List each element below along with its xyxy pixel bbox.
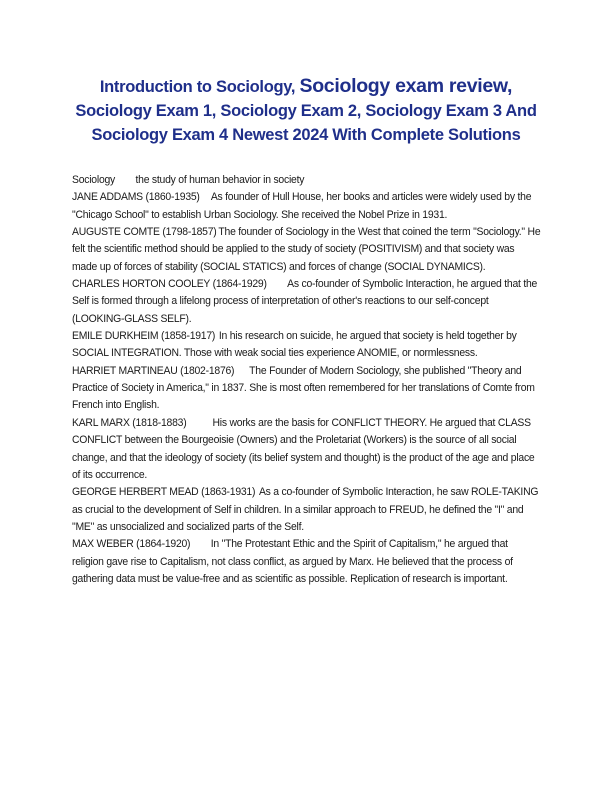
entry-charles-horton-cooley bbox=[72, 276, 542, 328]
entry-term: HARRIET MARTINEAU (1802-1876) bbox=[72, 364, 235, 377]
entry-definition: As founder of Hull House, her books and articles were widely used by the "Chicago School" to establish Urban Sociology. She received the Nobel Prize in 1931. bbox=[72, 191, 532, 221]
entry-definition: As a co-founder of Symbolic Interaction, he saw ROLE-TAKING as crucial to the development of Self in children. In a similar approach to FREUD, he defined the "I" and "ME" as unsocialized and socialized parts of the Self. bbox=[72, 486, 539, 533]
entry-definition: The Founder of Modern Sociology, she published "Theory and Practice of Society in America," in 1837. She is most often remembered for her translations of Comte from French into English. bbox=[72, 364, 535, 412]
entry-term: GEORGE HERBERT MEAD (1863-1931) bbox=[72, 486, 256, 499]
entry-definition: As co-founder of Symbolic Interaction, he argued that the Self is formed through a lifelong process of interpretation of other's reactions to our self-concept (LOOKING-GLASS SELF). bbox=[72, 278, 538, 325]
entry-term: EMILE DURKHEIM (1858-1917) bbox=[72, 330, 216, 343]
document-title bbox=[60, 74, 552, 147]
entry-george-herbert-mead bbox=[72, 484, 542, 536]
document-body bbox=[72, 172, 542, 588]
entry-sociology bbox=[72, 172, 542, 189]
entry-definition: His works are the basis for CONFLICT THEORY. He argued that CLASS CONFLICT between the Bourgeoisie (Owners) and the Proletariat (Workers) is the source of all social change, and that the ideology of society (its belief system and thought) is the product of the age and place of its occurrence. bbox=[72, 416, 535, 481]
entry-definition: In "The Protestant Ethic and the Spirit of Capitalism," he argued that religion gave rise to Capitalism, not class conflict, as argued by Marx. He believed that the process of gathering data must be value-free and as scientific as possible. Replication of research is important. bbox=[72, 538, 513, 585]
entry-term: MAX WEBER (1864-1920) bbox=[72, 538, 191, 551]
entry-term: KARL MARX (1818-1883) bbox=[72, 416, 187, 429]
title-part-2: Sociology exam review, bbox=[299, 75, 513, 97]
entry-definition: the study of human behavior in society bbox=[135, 174, 305, 186]
entry-term: JANE ADDAMS (1860-1935) bbox=[72, 191, 200, 204]
entry-definition: In his research on suicide, he argued that society is held together by SOCIAL INTEGRATION. Those with weak social ties experience ANOMIE, or normlessness. bbox=[72, 330, 517, 360]
entry-term: CHARLES HORTON COOLEY (1864-1929) bbox=[72, 278, 267, 291]
entry-definition: The founder of Sociology in the West that coined the term "Sociology." He felt the scientific method should be applied to the study of society (POSITIVISM) and that society was made up of forces of stability (SOCIAL STATICS) and forces of change (SOCIAL DYNAMICS). bbox=[72, 226, 541, 273]
entry-term: AUGUSTE COMTE (1798-1857) bbox=[72, 226, 217, 239]
title-part-1: Introduction to Sociology, bbox=[99, 78, 300, 96]
entry-max-weber bbox=[72, 536, 542, 588]
entry-harriet-martineau bbox=[72, 363, 542, 415]
entry-karl-marx bbox=[72, 415, 542, 484]
entry-term: Sociology bbox=[72, 174, 116, 186]
entry-emile-durkheim bbox=[72, 328, 542, 363]
entry-jane-addams bbox=[72, 189, 542, 224]
title-part-3: Sociology Exam 1, Sociology Exam 2, Sociology Exam 3 And Sociology Exam 4 Newest 2024 With Complete Solutions bbox=[75, 102, 537, 144]
entry-auguste-comte bbox=[72, 224, 542, 276]
